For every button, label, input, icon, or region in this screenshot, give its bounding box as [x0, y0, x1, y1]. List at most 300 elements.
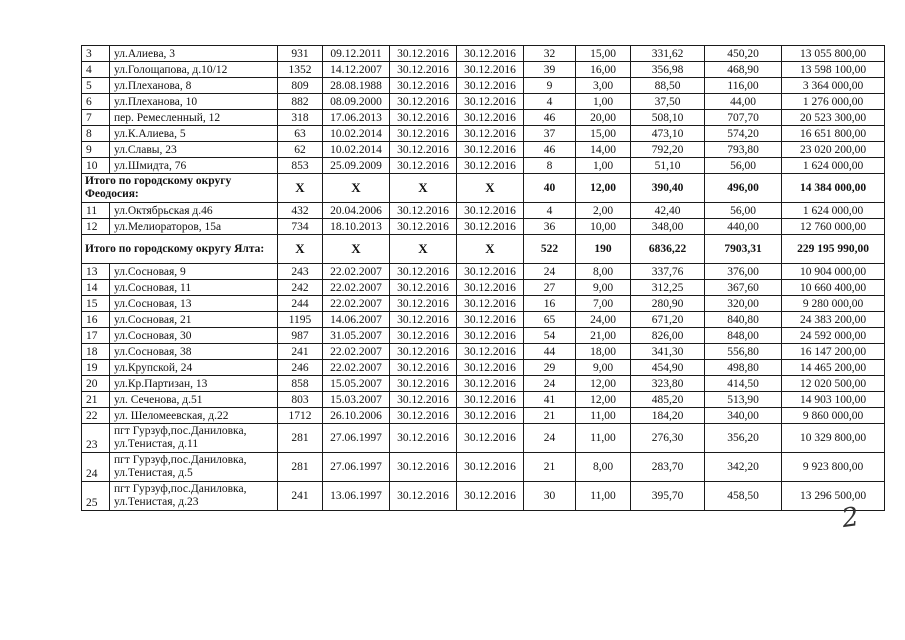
value-cell: 1 624 000,00	[782, 158, 885, 174]
table-row	[82, 142, 885, 158]
date-cell: 30.12.2016	[457, 344, 524, 360]
value-cell: 414,50	[705, 376, 782, 392]
value-cell: 2,00	[576, 203, 631, 219]
value-cell: 9 280 000,00	[782, 296, 885, 312]
date-cell: 30.12.2016	[457, 126, 524, 142]
address-cell: ул.Сосновая, 30	[110, 328, 278, 344]
value-cell: 10 660 400,00	[782, 280, 885, 296]
table-row	[82, 482, 885, 511]
value-cell: 37	[524, 126, 576, 142]
value-cell: 12,00	[576, 174, 631, 203]
value-cell: 20,00	[576, 110, 631, 126]
table-row	[82, 312, 885, 328]
value-cell: 12 760 000,00	[782, 219, 885, 235]
area-cell: 242	[278, 280, 323, 296]
area-cell: 803	[278, 392, 323, 408]
value-cell: 14 903 100,00	[782, 392, 885, 408]
value-cell: 395,70	[631, 482, 705, 511]
page-number: 2	[839, 501, 861, 535]
row-number: 3	[82, 46, 110, 62]
value-cell: 36	[524, 219, 576, 235]
value-cell: 793,80	[705, 142, 782, 158]
address-cell: ул.Мелиораторов, 15а	[110, 219, 278, 235]
value-cell: 8	[524, 158, 576, 174]
value-cell: 450,20	[705, 46, 782, 62]
address-cell: ул.К.Алиева, 5	[110, 126, 278, 142]
x-mark: X	[323, 235, 390, 264]
date-cell: 30.12.2016	[457, 328, 524, 344]
value-cell: 458,50	[705, 482, 782, 511]
value-cell: 1 276 000,00	[782, 94, 885, 110]
date-cell: 30.12.2016	[390, 376, 457, 392]
row-number: 6	[82, 94, 110, 110]
row-number: 10	[82, 158, 110, 174]
address-cell: ул.Голощапова, д.10/12	[110, 62, 278, 78]
date-cell: 30.12.2016	[390, 296, 457, 312]
row-number: 24	[82, 453, 110, 482]
date-cell: 30.12.2016	[390, 344, 457, 360]
date-cell: 26.10.2006	[323, 408, 390, 424]
value-cell: 16,00	[576, 62, 631, 78]
value-cell: 20 523 300,00	[782, 110, 885, 126]
value-cell: 37,50	[631, 94, 705, 110]
value-cell: 88,50	[631, 78, 705, 94]
date-cell: 30.12.2016	[457, 408, 524, 424]
date-cell: 22.02.2007	[323, 280, 390, 296]
value-cell: 18,00	[576, 344, 631, 360]
date-cell: 30.12.2016	[390, 142, 457, 158]
area-cell: 1195	[278, 312, 323, 328]
area-cell: 734	[278, 219, 323, 235]
value-cell: 7,00	[576, 296, 631, 312]
value-cell: 24	[524, 424, 576, 453]
total-label: Итого по городскому округу Феодосия:	[82, 174, 278, 203]
value-cell: 56,00	[705, 158, 782, 174]
address-cell: ул. Сеченова, д.51	[110, 392, 278, 408]
value-cell: 21,00	[576, 328, 631, 344]
value-cell: 24	[524, 264, 576, 280]
value-cell: 15,00	[576, 126, 631, 142]
value-cell: 556,80	[705, 344, 782, 360]
date-cell: 17.06.2013	[323, 110, 390, 126]
table-row	[82, 264, 885, 280]
address-cell: ул.Алиева, 3	[110, 46, 278, 62]
value-cell: 440,00	[705, 219, 782, 235]
area-cell: 243	[278, 264, 323, 280]
date-cell: 22.02.2007	[323, 264, 390, 280]
row-number: 12	[82, 219, 110, 235]
value-cell: 331,62	[631, 46, 705, 62]
value-cell: 707,70	[705, 110, 782, 126]
address-cell: ул.Сосновая, 9	[110, 264, 278, 280]
table-body	[82, 46, 885, 511]
date-cell: 30.12.2016	[457, 62, 524, 78]
area-cell: 241	[278, 482, 323, 511]
address-cell: ул. Шеломеевская, д.22	[110, 408, 278, 424]
address-cell: ул.Сосновая, 38	[110, 344, 278, 360]
value-cell: 356,98	[631, 62, 705, 78]
value-cell: 4	[524, 94, 576, 110]
value-cell: 13 296 500,00	[782, 482, 885, 511]
value-cell: 348,00	[631, 219, 705, 235]
table-row	[82, 158, 885, 174]
value-cell: 190	[576, 235, 631, 264]
value-cell: 10 904 000,00	[782, 264, 885, 280]
area-cell: 987	[278, 328, 323, 344]
address-cell: ул.Плеханова, 8	[110, 78, 278, 94]
table-row	[82, 203, 885, 219]
date-cell: 30.12.2016	[390, 408, 457, 424]
value-cell: 23 020 200,00	[782, 142, 885, 158]
table-row	[82, 344, 885, 360]
total-row	[82, 235, 885, 264]
value-cell: 9 860 000,00	[782, 408, 885, 424]
date-cell: 30.12.2016	[457, 78, 524, 94]
value-cell: 1 624 000,00	[782, 203, 885, 219]
date-cell: 30.12.2016	[457, 203, 524, 219]
value-cell: 340,00	[705, 408, 782, 424]
date-cell: 30.12.2016	[457, 453, 524, 482]
date-cell: 31.05.2007	[323, 328, 390, 344]
value-cell: 184,20	[631, 408, 705, 424]
value-cell: 8,00	[576, 453, 631, 482]
value-cell: 13 598 100,00	[782, 62, 885, 78]
address-cell: ул.Октябрьская д.46	[110, 203, 278, 219]
value-cell: 485,20	[631, 392, 705, 408]
value-cell: 10,00	[576, 219, 631, 235]
value-cell: 498,80	[705, 360, 782, 376]
value-cell: 280,90	[631, 296, 705, 312]
table-row	[82, 408, 885, 424]
date-cell: 09.12.2011	[323, 46, 390, 62]
value-cell: 13 055 800,00	[782, 46, 885, 62]
value-cell: 454,90	[631, 360, 705, 376]
value-cell: 283,70	[631, 453, 705, 482]
value-cell: 9,00	[576, 360, 631, 376]
value-cell: 16	[524, 296, 576, 312]
value-cell: 40	[524, 174, 576, 203]
value-cell: 7903,31	[705, 235, 782, 264]
value-cell: 51,10	[631, 158, 705, 174]
date-cell: 30.12.2016	[390, 78, 457, 94]
value-cell: 21	[524, 408, 576, 424]
value-cell: 341,30	[631, 344, 705, 360]
value-cell: 27	[524, 280, 576, 296]
row-number: 4	[82, 62, 110, 78]
date-cell: 28.08.1988	[323, 78, 390, 94]
value-cell: 11,00	[576, 408, 631, 424]
value-cell: 24 592 000,00	[782, 328, 885, 344]
date-cell: 30.12.2016	[390, 360, 457, 376]
value-cell: 12,00	[576, 392, 631, 408]
value-cell: 16 147 200,00	[782, 344, 885, 360]
value-cell: 12,00	[576, 376, 631, 392]
date-cell: 30.12.2016	[457, 142, 524, 158]
address-cell: ул.Сосновая, 13	[110, 296, 278, 312]
date-cell: 30.12.2016	[457, 360, 524, 376]
value-cell: 508,10	[631, 110, 705, 126]
value-cell: 24,00	[576, 312, 631, 328]
value-cell: 44	[524, 344, 576, 360]
row-number: 15	[82, 296, 110, 312]
value-cell: 473,10	[631, 126, 705, 142]
date-cell: 30.12.2016	[457, 264, 524, 280]
date-cell: 30.12.2016	[390, 46, 457, 62]
date-cell: 30.12.2016	[457, 376, 524, 392]
date-cell: 30.12.2016	[457, 46, 524, 62]
value-cell: 11,00	[576, 482, 631, 511]
date-cell: 15.05.2007	[323, 376, 390, 392]
date-cell: 08.09.2000	[323, 94, 390, 110]
address-cell: ул.Крупской, 24	[110, 360, 278, 376]
area-cell: 63	[278, 126, 323, 142]
row-number: 23	[82, 424, 110, 453]
date-cell: 30.12.2016	[390, 219, 457, 235]
date-cell: 30.12.2016	[390, 110, 457, 126]
table-row	[82, 46, 885, 62]
area-cell: 244	[278, 296, 323, 312]
value-cell: 56,00	[705, 203, 782, 219]
table-row	[82, 94, 885, 110]
area-cell: 882	[278, 94, 323, 110]
row-number: 8	[82, 126, 110, 142]
date-cell: 30.12.2016	[390, 158, 457, 174]
table-row	[82, 110, 885, 126]
value-cell: 4	[524, 203, 576, 219]
date-cell: 30.12.2016	[390, 62, 457, 78]
table-row	[82, 280, 885, 296]
value-cell: 342,20	[705, 453, 782, 482]
date-cell: 30.12.2016	[390, 453, 457, 482]
area-cell: 318	[278, 110, 323, 126]
date-cell: 10.02.2014	[323, 142, 390, 158]
value-cell: 16 651 800,00	[782, 126, 885, 142]
value-cell: 42,40	[631, 203, 705, 219]
date-cell: 30.12.2016	[457, 280, 524, 296]
table-row	[82, 392, 885, 408]
row-number: 13	[82, 264, 110, 280]
table-row	[82, 424, 885, 453]
value-cell: 12 020 500,00	[782, 376, 885, 392]
row-number: 5	[82, 78, 110, 94]
area-cell: 858	[278, 376, 323, 392]
value-cell: 3 364 000,00	[782, 78, 885, 94]
row-number: 25	[82, 482, 110, 511]
date-cell: 25.09.2009	[323, 158, 390, 174]
area-cell: 62	[278, 142, 323, 158]
value-cell: 29	[524, 360, 576, 376]
value-cell: 116,00	[705, 78, 782, 94]
area-cell: 809	[278, 78, 323, 94]
value-cell: 44,00	[705, 94, 782, 110]
date-cell: 30.12.2016	[457, 296, 524, 312]
table-row	[82, 219, 885, 235]
row-number: 18	[82, 344, 110, 360]
area-cell: 432	[278, 203, 323, 219]
address-cell: пгт Гурзуф,пос.Даниловка, ул.Тенистая, д.5	[110, 453, 278, 482]
value-cell: 671,20	[631, 312, 705, 328]
address-cell: ул.Сосновая, 21	[110, 312, 278, 328]
value-cell: 32	[524, 46, 576, 62]
value-cell: 46	[524, 142, 576, 158]
value-cell: 390,40	[631, 174, 705, 203]
date-cell: 30.12.2016	[457, 312, 524, 328]
table-row	[82, 328, 885, 344]
date-cell: 10.02.2014	[323, 126, 390, 142]
table-row	[82, 453, 885, 482]
area-cell: 281	[278, 424, 323, 453]
row-number: 21	[82, 392, 110, 408]
value-cell: 276,30	[631, 424, 705, 453]
value-cell: 522	[524, 235, 576, 264]
date-cell: 20.04.2006	[323, 203, 390, 219]
date-cell: 30.12.2016	[457, 94, 524, 110]
area-cell: 1712	[278, 408, 323, 424]
value-cell: 14 465 200,00	[782, 360, 885, 376]
date-cell: 14.12.2007	[323, 62, 390, 78]
row-number: 20	[82, 376, 110, 392]
date-cell: 30.12.2016	[457, 424, 524, 453]
value-cell: 367,60	[705, 280, 782, 296]
area-cell: 853	[278, 158, 323, 174]
value-cell: 15,00	[576, 46, 631, 62]
value-cell: 3,00	[576, 78, 631, 94]
table-row	[82, 62, 885, 78]
address-cell: пер. Ремесленный, 12	[110, 110, 278, 126]
value-cell: 826,00	[631, 328, 705, 344]
value-cell: 46	[524, 110, 576, 126]
value-cell: 65	[524, 312, 576, 328]
area-cell: 931	[278, 46, 323, 62]
date-cell: 30.12.2016	[390, 264, 457, 280]
value-cell: 24	[524, 376, 576, 392]
value-cell: 30	[524, 482, 576, 511]
x-mark: X	[457, 174, 524, 203]
date-cell: 30.12.2016	[457, 392, 524, 408]
value-cell: 14,00	[576, 142, 631, 158]
address-cell: ул.Плеханова, 10	[110, 94, 278, 110]
value-cell: 1,00	[576, 94, 631, 110]
date-cell: 13.06.1997	[323, 482, 390, 511]
address-cell: ул.Шмидта, 76	[110, 158, 278, 174]
value-cell: 496,00	[705, 174, 782, 203]
value-cell: 513,90	[705, 392, 782, 408]
address-cell: ул.Славы, 23	[110, 142, 278, 158]
value-cell: 229 195 990,00	[782, 235, 885, 264]
x-mark: X	[390, 235, 457, 264]
row-number: 14	[82, 280, 110, 296]
total-row	[82, 174, 885, 203]
date-cell: 22.02.2007	[323, 360, 390, 376]
date-cell: 30.12.2016	[457, 482, 524, 511]
row-number: 19	[82, 360, 110, 376]
x-mark: X	[390, 174, 457, 203]
address-cell: пгт Гурзуф,пос.Даниловка, ул.Тенистая, д.23	[110, 482, 278, 511]
value-cell: 6836,22	[631, 235, 705, 264]
value-cell: 54	[524, 328, 576, 344]
value-cell: 24 383 200,00	[782, 312, 885, 328]
value-cell: 21	[524, 453, 576, 482]
row-number: 11	[82, 203, 110, 219]
x-mark: X	[323, 174, 390, 203]
table-row	[82, 360, 885, 376]
row-number: 17	[82, 328, 110, 344]
date-cell: 18.10.2013	[323, 219, 390, 235]
value-cell: 9,00	[576, 280, 631, 296]
housing-table	[81, 45, 885, 511]
area-cell: 1352	[278, 62, 323, 78]
date-cell: 22.02.2007	[323, 296, 390, 312]
row-number: 22	[82, 408, 110, 424]
date-cell: 27.06.1997	[323, 424, 390, 453]
value-cell: 323,80	[631, 376, 705, 392]
date-cell: 30.12.2016	[390, 312, 457, 328]
table-row	[82, 376, 885, 392]
table-row	[82, 126, 885, 142]
value-cell: 1,00	[576, 158, 631, 174]
value-cell: 39	[524, 62, 576, 78]
area-cell: 241	[278, 344, 323, 360]
area-cell: 246	[278, 360, 323, 376]
address-cell: ул.Кр.Партизан, 13	[110, 376, 278, 392]
x-mark: X	[278, 235, 323, 264]
value-cell: 840,80	[705, 312, 782, 328]
date-cell: 14.06.2007	[323, 312, 390, 328]
total-label: Итого по городскому округу Ялта:	[82, 235, 278, 264]
value-cell: 10 329 800,00	[782, 424, 885, 453]
value-cell: 312,25	[631, 280, 705, 296]
value-cell: 792,20	[631, 142, 705, 158]
value-cell: 320,00	[705, 296, 782, 312]
value-cell: 9	[524, 78, 576, 94]
x-mark: X	[278, 174, 323, 203]
date-cell: 15.03.2007	[323, 392, 390, 408]
date-cell: 30.12.2016	[457, 219, 524, 235]
value-cell: 468,90	[705, 62, 782, 78]
value-cell: 574,20	[705, 126, 782, 142]
table-row	[82, 78, 885, 94]
value-cell: 848,00	[705, 328, 782, 344]
date-cell: 30.12.2016	[390, 424, 457, 453]
date-cell: 30.12.2016	[457, 158, 524, 174]
date-cell: 30.12.2016	[390, 392, 457, 408]
date-cell: 30.12.2016	[390, 203, 457, 219]
row-number: 16	[82, 312, 110, 328]
date-cell: 30.12.2016	[390, 126, 457, 142]
row-number: 7	[82, 110, 110, 126]
value-cell: 8,00	[576, 264, 631, 280]
row-number: 9	[82, 142, 110, 158]
value-cell: 9 923 800,00	[782, 453, 885, 482]
date-cell: 30.12.2016	[390, 482, 457, 511]
value-cell: 356,20	[705, 424, 782, 453]
value-cell: 14 384 000,00	[782, 174, 885, 203]
date-cell: 30.12.2016	[457, 110, 524, 126]
date-cell: 22.02.2007	[323, 344, 390, 360]
table-row	[82, 296, 885, 312]
address-cell: ул.Сосновая, 11	[110, 280, 278, 296]
value-cell: 337,76	[631, 264, 705, 280]
address-cell: пгт Гурзуф,пос.Даниловка, ул.Тенистая, д.11	[110, 424, 278, 453]
value-cell: 11,00	[576, 424, 631, 453]
x-mark: X	[457, 235, 524, 264]
date-cell: 27.06.1997	[323, 453, 390, 482]
area-cell: 281	[278, 453, 323, 482]
date-cell: 30.12.2016	[390, 328, 457, 344]
date-cell: 30.12.2016	[390, 280, 457, 296]
date-cell: 30.12.2016	[390, 94, 457, 110]
value-cell: 376,00	[705, 264, 782, 280]
